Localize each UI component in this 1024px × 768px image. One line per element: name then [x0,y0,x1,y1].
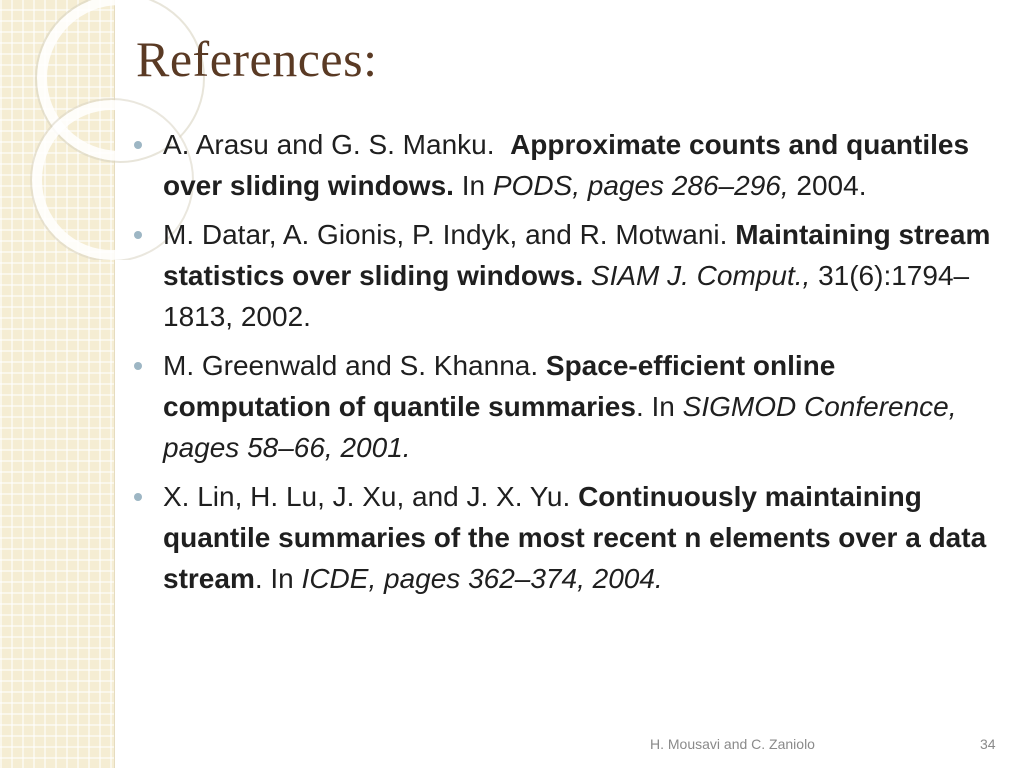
reference-item [130,214,1000,337]
bullet-icon [134,362,142,370]
reference-tail: 31(6):1794–1813, 2002. [163,260,970,332]
reference-authors: X. Lin, H. Lu, J. Xu, and J. X. Yu. [163,481,571,512]
reference-venue: PODS, pages 286–296, [492,170,789,201]
reference-punct: . [635,391,644,422]
reference-title: Continuously maintaining quantile summaries of the most recent n elements over a data stream [163,481,987,594]
reference-title: Space-efficient online computation of quantile summaries [163,350,836,422]
reference-authors: A. Arasu and G. S. Manku. [163,129,495,160]
reference-prefix: In [270,563,294,594]
reference-prefix: In [651,391,675,422]
reference-venue: SIAM J. Comput., [590,260,811,291]
reference-venue: ICDE, pages 362–374, 2004. [301,563,663,594]
footer-author: H. Mousavi and C. Zaniolo [650,736,815,752]
reference-prefix: In [461,170,486,201]
reference-item [130,124,1000,206]
reference-authors: M. Greenwald and S. Khanna. [163,350,539,381]
bullet-icon [134,493,142,501]
reference-item [130,476,1000,599]
reference-item [130,345,1000,468]
bullet-icon [134,231,142,239]
reference-list [130,124,1000,607]
page-number: 34 [980,736,996,752]
reference-title: Maintaining stream statistics over sliding windows. [163,219,991,291]
reference-punct: . [254,563,263,594]
reference-title: Approximate counts and quantiles over sliding windows. [163,129,970,201]
bullet-icon [134,141,142,149]
reference-tail: 2004. [796,170,867,201]
reference-venue: SIGMOD Conference, pages 58–66, 2001. [163,391,957,463]
slide-title: References: [136,31,378,87]
reference-authors: M. Datar, A. Gionis, P. Indyk, and R. Motwani. [163,219,728,250]
